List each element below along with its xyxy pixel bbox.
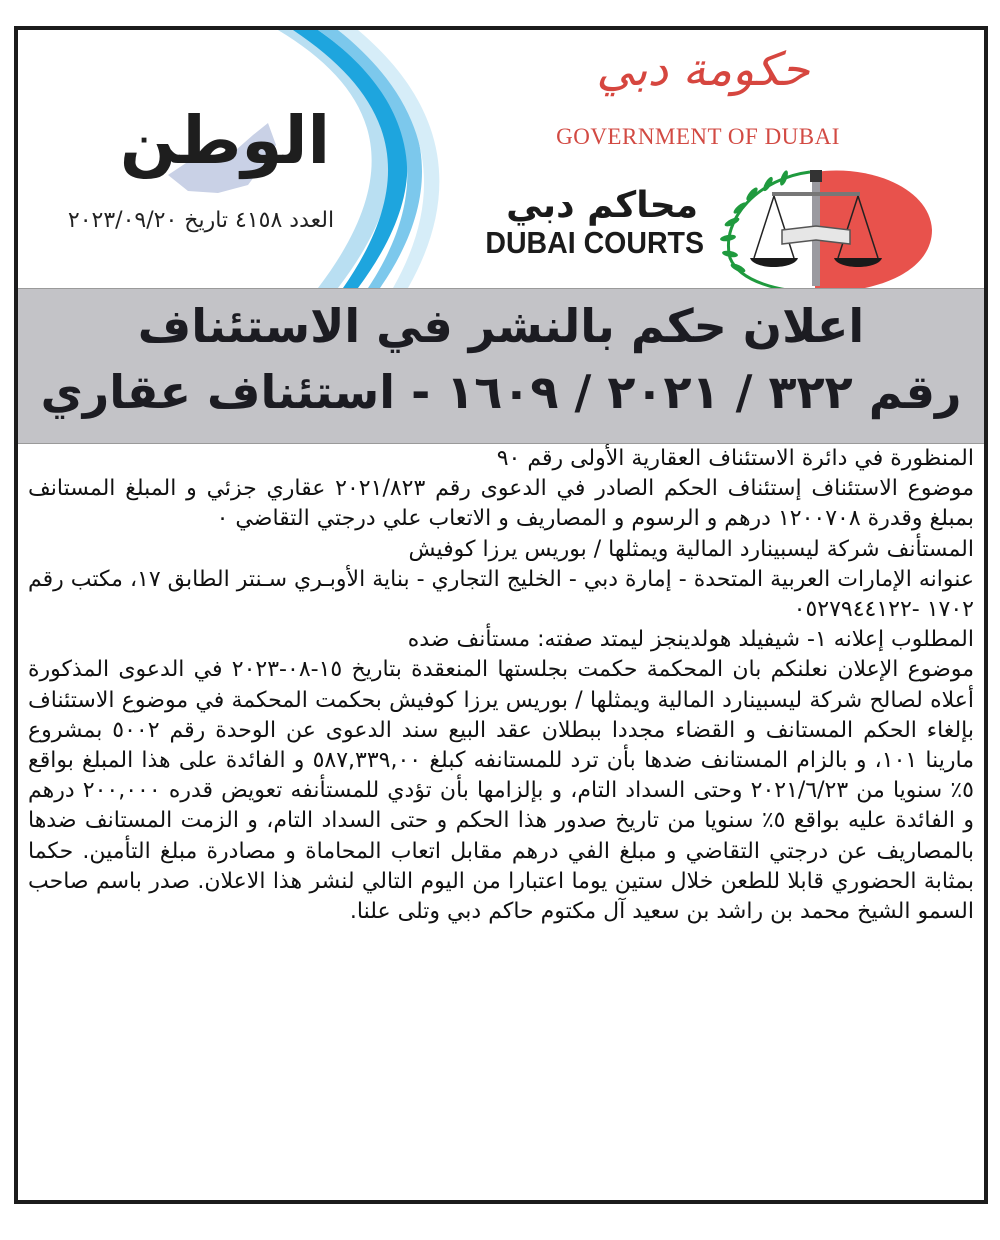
address-paragraph: عنوانه الإمارات العربية المتحدة - إمارة دبي - الخليج التجاري - بناية الأوبـري سـنتر الطابق ١٧، مكتب رقم ١٧٠٢ -٠٥٢٧٩٤٤١٢٢ [28,566,974,623]
announcement-title: اعلان حكم بالنشر في الاستئناف [137,299,865,353]
announcement-body [28,444,974,927]
respondent-paragraph: المطلوب إعلانه ١- شيفيلد هولدينجز ليمتد صفته: مستأنف ضده [407,627,974,653]
announcement-frame [14,26,988,1204]
courts-name-arabic: محاكم دبي [506,185,698,226]
appeal-subject-paragraph: موضوع الاستئناف إستئناف الحكم الصادر في الدعوى رقم ٢٠٢١/٨٢٣ عقاري جزئي و المبلغ المستانف بمبلغ وقدرة ١٢٠٠٧٠٨ درهم و الرسوم و المصاريف و الاتعاب علي درجتي التقاضي ٠ [28,476,975,532]
newspaper-name: الوطن [119,102,331,179]
case-number: رقم ٣٢٢ / ٢٠٢١ / ١٦٠٩ - استئناف عقاري [40,365,962,419]
header [18,30,984,288]
government-name-english: GOVERNMENT OF DUBAI [556,124,840,149]
issue-date-line: العدد ٤١٥٨ تاريخ ٢٠٢٣/٠٩/٢٠ [67,208,335,233]
courts-name-english: DUBAI COURTS [485,225,704,260]
government-name-arabic: حكومة دبي [596,42,810,96]
scales-of-justice-icon [710,158,940,298]
announcement-title-band [18,288,984,444]
judgment-paragraph: موضوع الإعلان نعلنكم بان المحكمة حكمت بجلستها المنعقدة بتاريخ ١٥-٠٨-٢٠٢٣ في الدعوى المذكورة أعلاه لصالح شركة ليسبينارد المالية ويمثلها / بوريس يرزا كوفيش بحكمت المحكمة في موضوع الاستئناف بإلغاء الحكم المستانف و القضاء مجددا ببطلان عقد البيع سند الدعوى عن الوحدة رقم ٥٠٠٢ بمشروع مارينا ١٠١، و بالزام المستانف ضدها بأن ترد للمستانفه كبلغ ٥٨٧,٣٣٩,٠٠ و الفائدة على هذا المبلغ بواقع ٥٪ سنويا من ٢٠٢١/٦/٢٣ وحتى السداد التام، و بإلزامها بأن تؤدي للمستأنفه تعويض قدره ٢٠٠,٠٠٠ درهم و الفائدة عليه بواقع ٥٪ سنويا من تاريخ صدور هذا الحكم و حتى السداد التام، و الزمت المستانف ضدها بالمصاريف عن درجتي التقاضي و مبلغ الفي درهم مقابل اتعاب المحاماة و مصادرة مبلغ التأمين. حكما بمثابة الحضوري قابلا للطعن خلال ستين يوما اعتبارا من اليوم التالي لنشر هذا الاعلان. صدر باسم صاحب السمو الشيخ محمد بن راشد بن سعيد آل مكتوم حاكم دبي وتلى علنا. [28,657,974,925]
appellant-paragraph: المستأنف شركة ليسبينارد المالية ويمثلها / بوريس يرزا كوفيش [408,536,974,562]
circuit-paragraph: المنظورة في دائرة الاستئناف العقارية الأولى رقم ٩٠ [496,446,974,471]
